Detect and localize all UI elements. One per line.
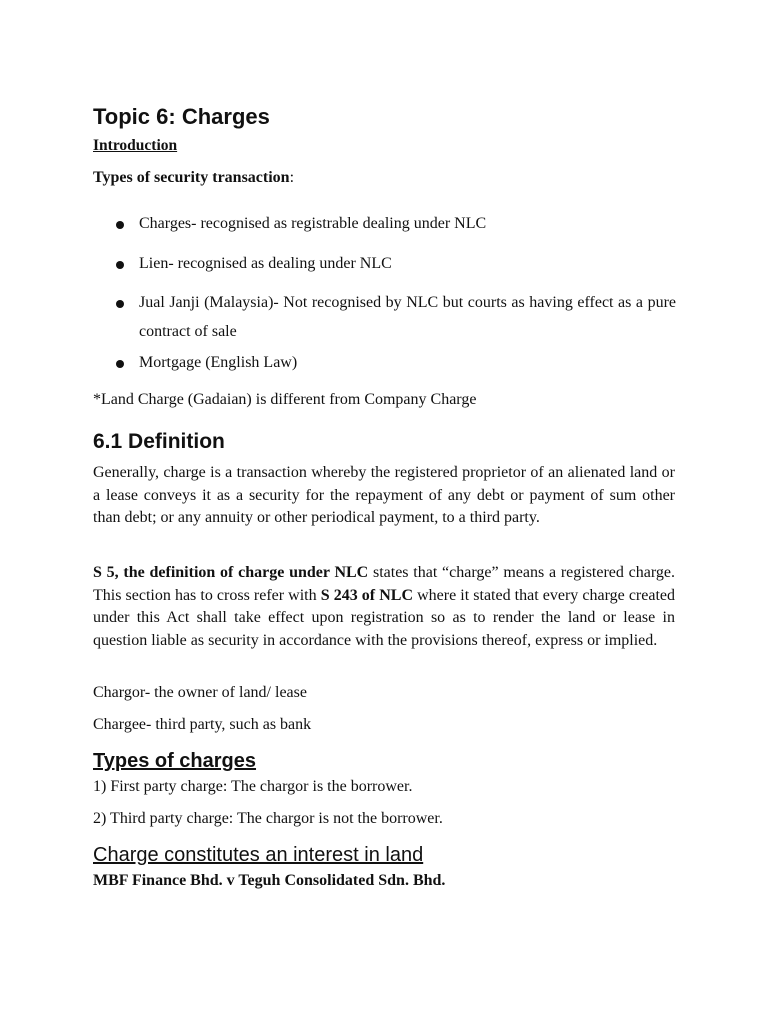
chargor-definition: Chargor- the owner of land/ lease bbox=[93, 684, 307, 701]
interest-in-land-heading: Charge constitutes an interest in land bbox=[93, 844, 424, 866]
page-title: Topic 6: Charges bbox=[93, 104, 270, 129]
third-party-charge: 2) Third party charge: The chargor is not the borrower. bbox=[93, 810, 443, 827]
list-item bbox=[116, 289, 676, 346]
bullet-icon bbox=[116, 300, 124, 308]
s5-bold-term: S 5, the definition of charge under NLC bbox=[93, 564, 369, 581]
first-party-charge: 1) First party charge: The chargor is the borrower. bbox=[93, 778, 413, 795]
definition-heading: 6.1 Definition bbox=[93, 430, 225, 453]
bullet-icon bbox=[116, 360, 124, 368]
list-item bbox=[116, 349, 676, 378]
chargee-definition: Chargee- third party, such as bank bbox=[93, 716, 312, 733]
s5-text-1: states that “charge” means a registered charge. This section has to cross refer with bbox=[93, 564, 676, 604]
types-of-security-colon: : bbox=[289, 169, 295, 186]
list-item-text: Mortgage (English Law) bbox=[139, 354, 298, 371]
bullet-icon bbox=[116, 221, 124, 229]
introduction-heading: Introduction bbox=[93, 137, 178, 154]
list-item-text: Lien- recognised as dealing under NLC bbox=[139, 254, 392, 272]
types-of-charges-heading: Types of charges bbox=[93, 750, 257, 772]
bullet-icon bbox=[116, 261, 124, 269]
land-charge-note: *Land Charge (Gadaian) is different from Company Charge bbox=[93, 391, 477, 408]
s5-paragraph bbox=[93, 562, 675, 652]
s5-text-2: where it stated that every charge created under this Act shall take effect upon registration so as to render the land or lease in question liable as security in accordance with the provisions thereof, express or implied. bbox=[93, 586, 676, 649]
security-transaction-list bbox=[116, 210, 676, 378]
s243-bold-term: S 243 of NLC bbox=[320, 586, 414, 604]
definition-paragraph: Generally, charge is a transaction whereby the registered proprietor of an alienated land or a lease conveys it as a security for the repayment of any debt or payment of sum other than debt; or any annuity or other periodical payment, to a third party. bbox=[93, 464, 675, 527]
types-of-security-label-bold: Types of security transaction bbox=[93, 169, 290, 186]
list-item-text: Jual Janji (Malaysia)- Not recognised by NLC but courts as having effect as a pure contract of sale bbox=[139, 294, 676, 340]
case-name: MBF Finance Bhd. v Teguh Consolidated Sdn. Bhd. bbox=[93, 872, 446, 889]
list-item bbox=[116, 250, 676, 279]
types-of-security-label bbox=[93, 169, 294, 187]
list-item-text: Charges- recognised as registrable dealing under NLC bbox=[139, 215, 487, 232]
list-item bbox=[116, 210, 676, 239]
